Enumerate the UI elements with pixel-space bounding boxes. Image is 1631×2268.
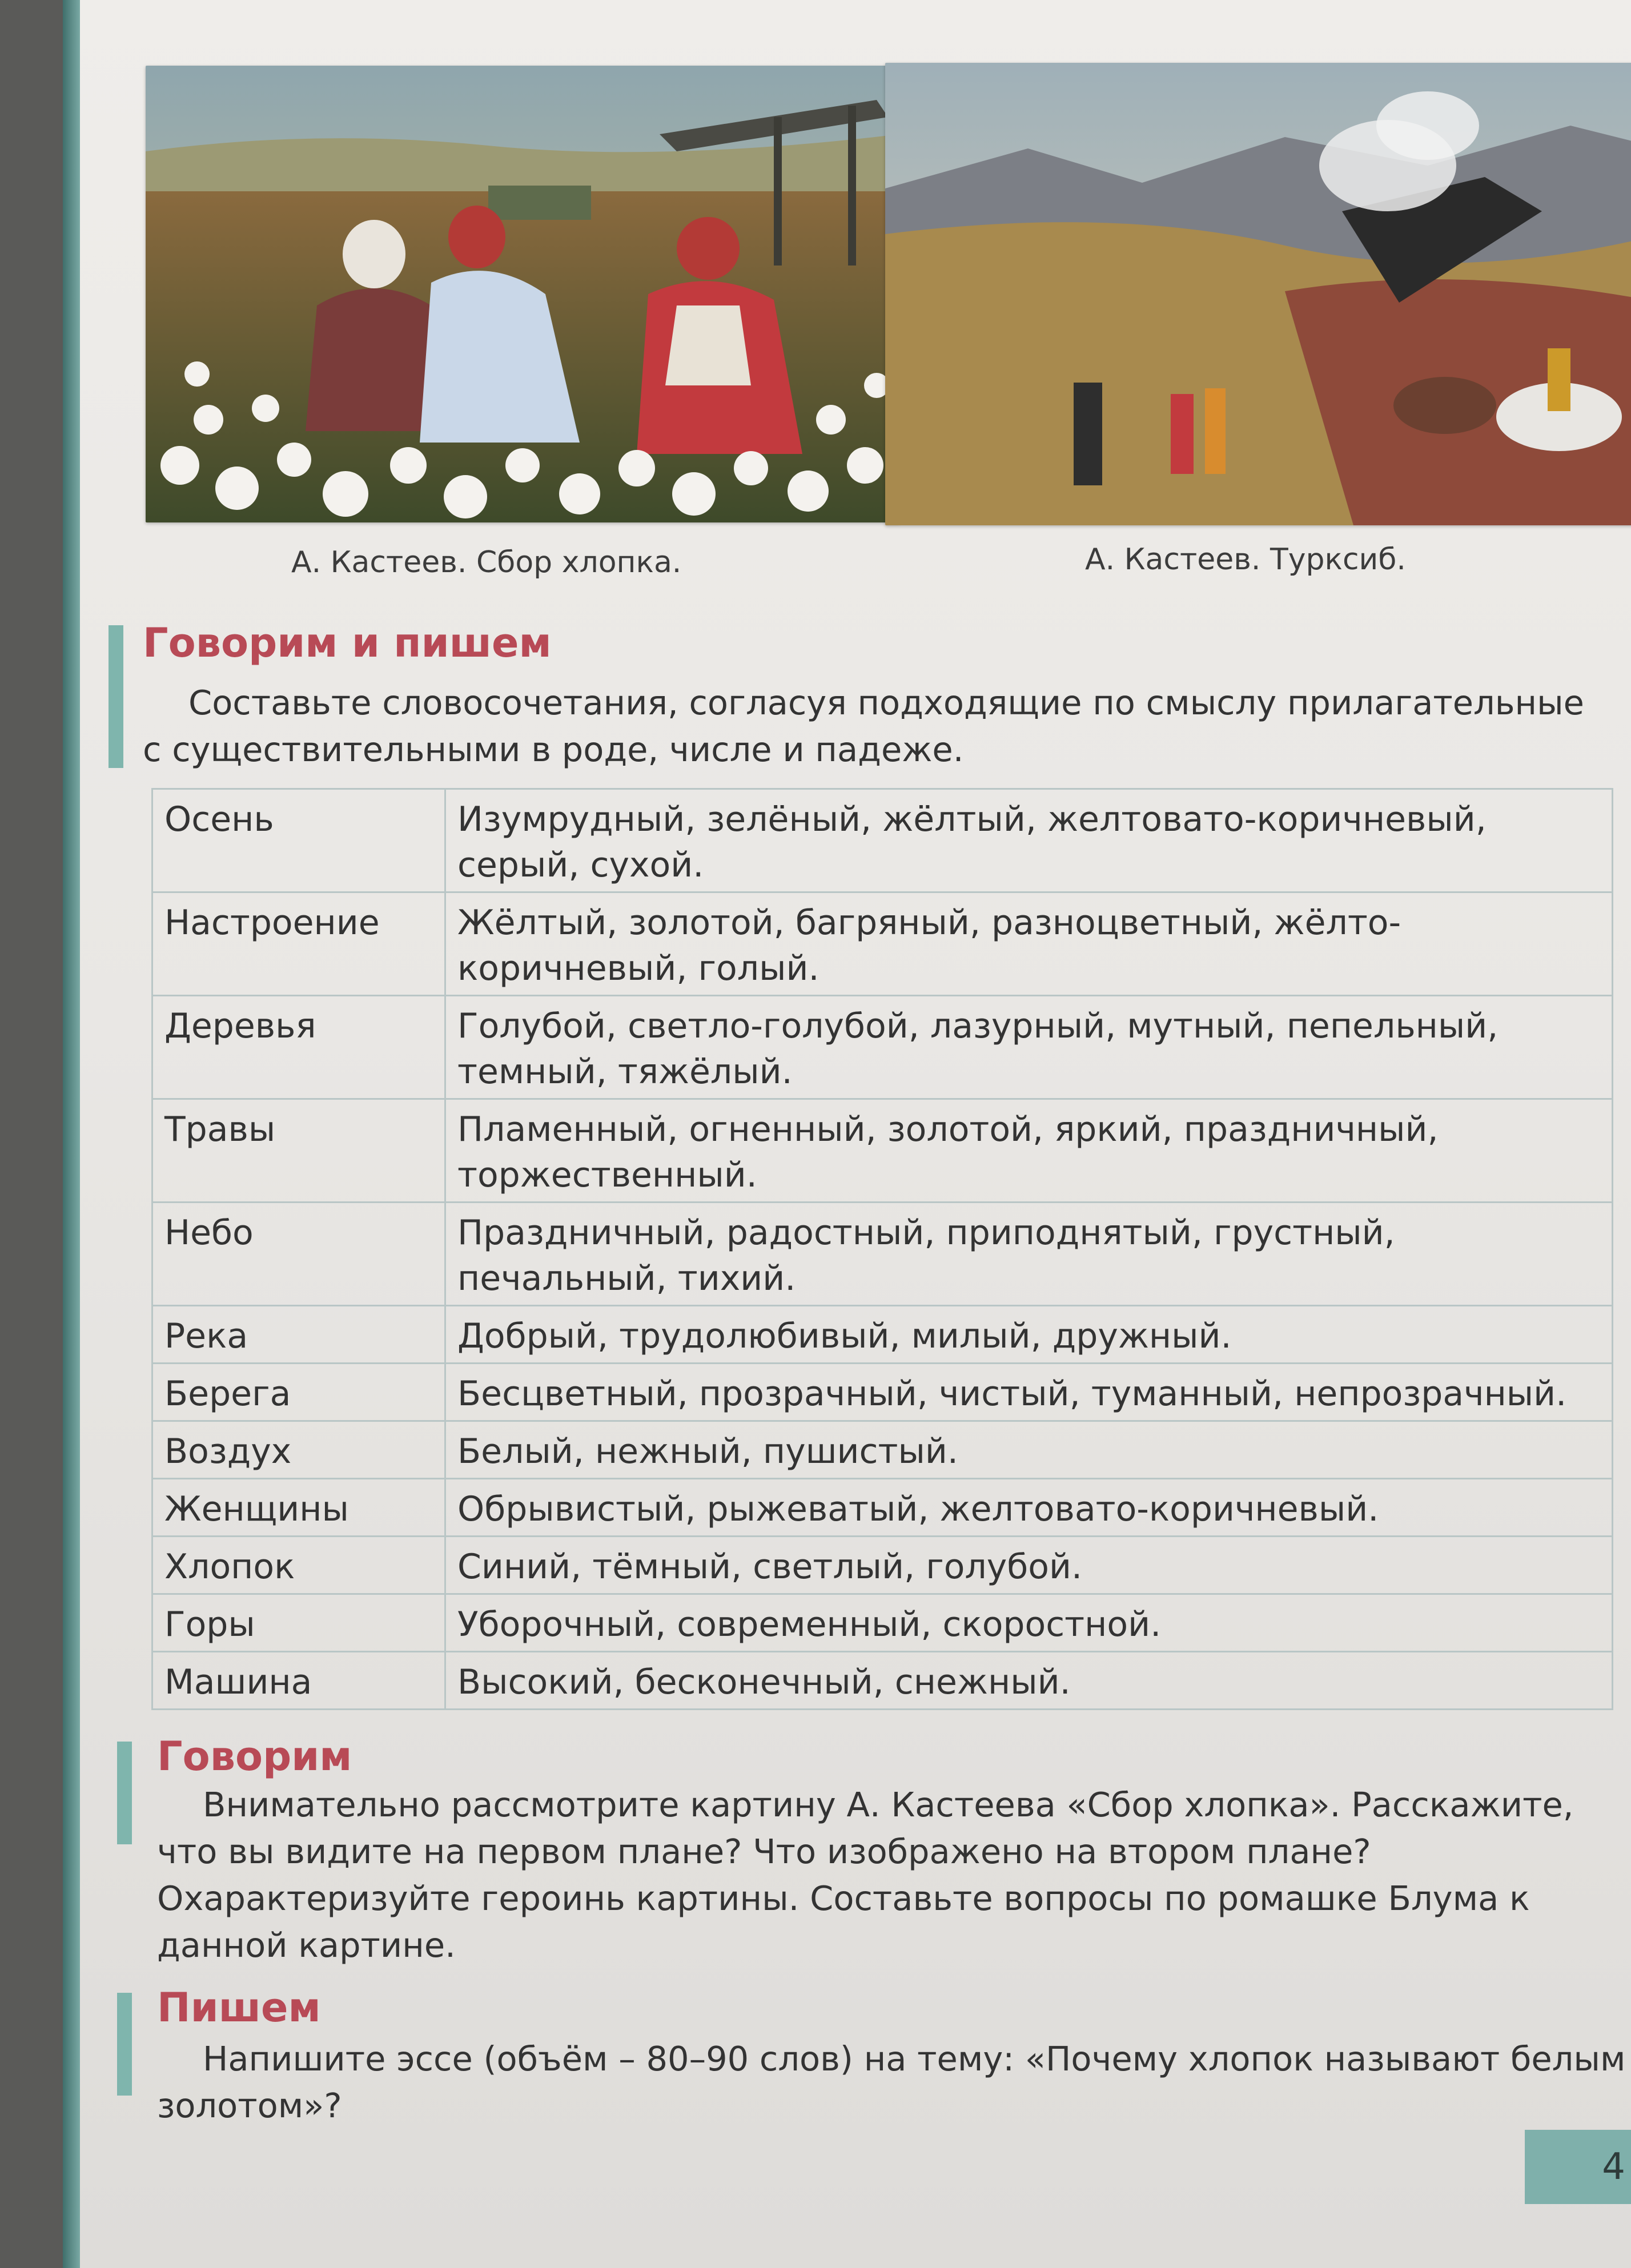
adjectives-cell: Бесцветный, прозрачный, чистый, туманный, непрозрачный. [445, 1364, 1613, 1421]
word-pairing-table [151, 788, 1613, 1710]
section-instruction-text: Составьте словосочетания, согласуя подходящие по смыслу прилагательные с существительными в роде, числе и падеже. [143, 683, 1584, 769]
adjectives-cell: Обрывистый, рыжеватый, желтовато-коричневый. [445, 1479, 1613, 1537]
table-row [152, 996, 1613, 1099]
textbook-page [63, 0, 1631, 2268]
table-row [152, 1421, 1613, 1479]
table-row [152, 1652, 1613, 1710]
adjectives-cell: Уборочный, современный, скоростной. [445, 1594, 1613, 1652]
section-accent-bar [117, 1742, 132, 1844]
figure-caption-cotton: А. Кастеев. Сбор хлопка. [291, 545, 682, 580]
table-row [152, 1537, 1613, 1594]
noun-cell: Настроение [152, 892, 445, 996]
noun-cell: Берега [152, 1364, 445, 1421]
book-spine-edge [63, 0, 80, 2268]
adjectives-cell: Высокий, бесконечный, снежный. [445, 1652, 1613, 1710]
figure-caption-turksib: А. Кастеев. Турксиб. [1085, 542, 1406, 577]
adjectives-cell: Изумрудный, зелёный, жёлтый, желтовато-коричневый, серый, сухой. [445, 789, 1613, 892]
table-row [152, 1364, 1613, 1421]
noun-cell: Река [152, 1306, 445, 1364]
noun-cell: Деревья [152, 996, 445, 1099]
noun-cell: Машина [152, 1652, 445, 1710]
adjectives-cell: Жёлтый, золотой, багряный, разноцветный, жёлто-коричневый, голый. [445, 892, 1613, 996]
adjectives-cell: Пламенный, огненный, золотой, яркий, праздничный, торжественный. [445, 1099, 1613, 1203]
noun-cell: Женщины [152, 1479, 445, 1537]
painting-turksib-railway [885, 63, 1631, 525]
noun-cell: Воздух [152, 1421, 445, 1479]
table-row [152, 789, 1613, 892]
section-heading-speak-write: Говорим и пишем [143, 620, 552, 666]
page-number: 4 [1525, 2130, 1631, 2204]
table-row [152, 892, 1613, 996]
table-row [152, 1594, 1613, 1652]
adjectives-cell: Синий, тёмный, светлый, голубой. [445, 1537, 1613, 1594]
noun-cell: Травы [152, 1099, 445, 1203]
table-row [152, 1479, 1613, 1537]
table-row [152, 1306, 1613, 1364]
section-accent-bar [117, 1993, 132, 2096]
section-write-text: Напишите эссе (объём – 80–90 слов) на тему: «Почему хлопок называют белым золотом»? [157, 2039, 1626, 2125]
noun-cell: Хлопок [152, 1537, 445, 1594]
adjectives-cell: Добрый, трудолюбивый, милый, дружный. [445, 1306, 1613, 1364]
section-heading-write: Пишем [157, 1984, 321, 2031]
painting-cotton-harvest [146, 66, 899, 522]
adjectives-cell: Белый, нежный, пушистый. [445, 1421, 1613, 1479]
noun-cell: Осень [152, 789, 445, 892]
adjectives-cell: Праздничный, радостный, приподнятый, грустный, печальный, тихий. [445, 1203, 1613, 1306]
section-speak-text: Внимательно рассмотрите картину А. Кастеева «Сбор хлопка». Расскажите, что вы видите на первом плане? Что изображено на втором плане? Охарактеризуйте героинь картины. Составьте вопросы по ромашке Блума к данной картине. [157, 1785, 1574, 1965]
section-accent-bar [109, 625, 123, 768]
table-row [152, 1203, 1613, 1306]
noun-cell: Горы [152, 1594, 445, 1652]
section-heading-speak: Говорим [157, 1733, 352, 1780]
noun-cell: Небо [152, 1203, 445, 1306]
adjectives-cell: Голубой, светло-голубой, лазурный, мутный, пепельный, темный, тяжёлый. [445, 996, 1613, 1099]
table-row [152, 1099, 1613, 1203]
